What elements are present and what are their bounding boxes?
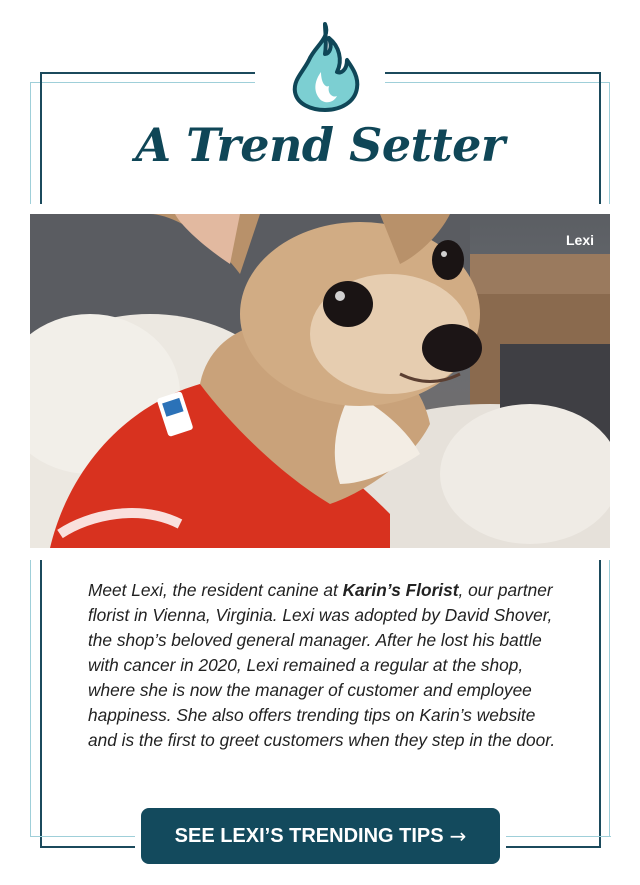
cta-label: SEE LEXI’S TRENDING TIPS xyxy=(174,824,444,847)
frame-left-lower xyxy=(40,560,42,846)
story-rest: , our partner florist in Vienna, Virginia. Lexi was adopted by David Shover, the shop’s beloved general manager. After he lost his battle with cancer in 2020, Lexi remained a regular at the shop, where she is now the manager of customer and employee happiness. She also offers trending tips on Karin’s website and is the first to greet customers when they step in the door. xyxy=(88,580,556,750)
story-intro: Meet Lexi, the resident canine at xyxy=(88,580,343,600)
frame-top-right xyxy=(385,72,600,74)
dog-photo xyxy=(30,214,610,548)
photo-caption: Lexi xyxy=(565,232,594,248)
frame-bottom-right xyxy=(506,846,601,848)
frame-left-lower-light xyxy=(30,560,31,836)
frame-top-right-light xyxy=(385,82,610,83)
frame-bottom-left-light xyxy=(30,836,135,837)
see-trending-tips-button[interactable] xyxy=(141,808,500,864)
frame-right-lower-light xyxy=(609,560,610,836)
shop-name-link: Karin’s Florist xyxy=(342,580,459,600)
frame-top-left-light xyxy=(30,82,255,83)
flame-icon xyxy=(285,20,365,112)
frame-right-lower xyxy=(599,560,601,846)
arrow-right-icon: → xyxy=(449,824,467,848)
frame-bottom-left xyxy=(40,846,135,848)
story-paragraph xyxy=(88,578,558,753)
frame-top-left xyxy=(40,72,255,74)
page-title: A Trend Setter xyxy=(135,118,505,172)
frame-bottom-right-light xyxy=(506,836,611,837)
dog-illustration xyxy=(30,214,610,548)
